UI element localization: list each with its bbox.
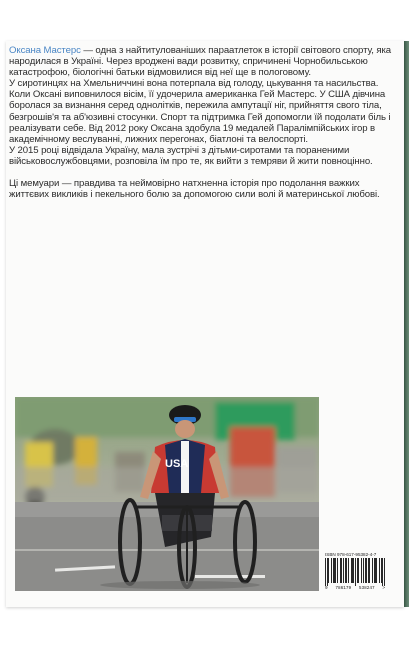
description-paragraph-2: У сиротинцях на Хмельниччині вона потерпала від голоду, цькування та насильства. Коли Оксані виповнилося вісім, її удочерила американка Гей Мастерс. У США дівчина боролася за визнання серед однолітків, пережила ампутації ніг, прийняття свого тіла, безгрошів'я та аб'юзивні стосунки. Спорт та підтримка Гей допомогли їй подолати біль і реалізувати себе. Від 2012 року Оксана здобула 19 медалей Паралімпійських ігор в академічному веслуванні, лижних перегонах, біатлоні та велоспорті. bbox=[9, 78, 391, 145]
cover-photo-handcyclist bbox=[15, 397, 319, 591]
description-paragraph-4: Ці мемуари — правдива та неймовірно натхненна історія про подолання важких життєвих викликів і пекельного болю за допомогою сили волі й материнської любові. bbox=[9, 178, 380, 201]
barcode-digit-first: 9 bbox=[325, 586, 328, 591]
jersey-text: USA bbox=[165, 458, 189, 470]
book-spine-edge bbox=[404, 41, 409, 607]
barcode-digits bbox=[324, 586, 386, 591]
isbn-number: ISBN 978-617-95382-4-7 bbox=[325, 552, 377, 557]
book-back-cover bbox=[6, 41, 404, 607]
author-name: Оксана Мастерс bbox=[9, 45, 81, 56]
barcode-block bbox=[324, 552, 386, 597]
barcode-digits-left: 786179 bbox=[335, 586, 352, 591]
description-paragraph-1-text: — одна з найтитулованіших параатлеток в історії світового спорту, яка народилася в Україні. Через вроджені вади розвитку, спричинені Чорнобильською катастрофою, біологічні батьки відмовилися від неї ще в пологовому. bbox=[9, 45, 391, 79]
description-paragraph-3: У 2015 році відвідала Україну, мала зустрічі з дітьми-сиротами та пораненими військовослужбовцями, розповіла їм про те, як вийти з темряви й жити повноцінно. bbox=[9, 144, 373, 167]
cover-description bbox=[9, 45, 397, 200]
barcode-bars bbox=[324, 558, 386, 586]
barcode-digits-right: 538247 bbox=[358, 586, 375, 591]
barcode-digit-end: > bbox=[382, 586, 385, 591]
description-paragraph-1 bbox=[9, 45, 397, 78]
